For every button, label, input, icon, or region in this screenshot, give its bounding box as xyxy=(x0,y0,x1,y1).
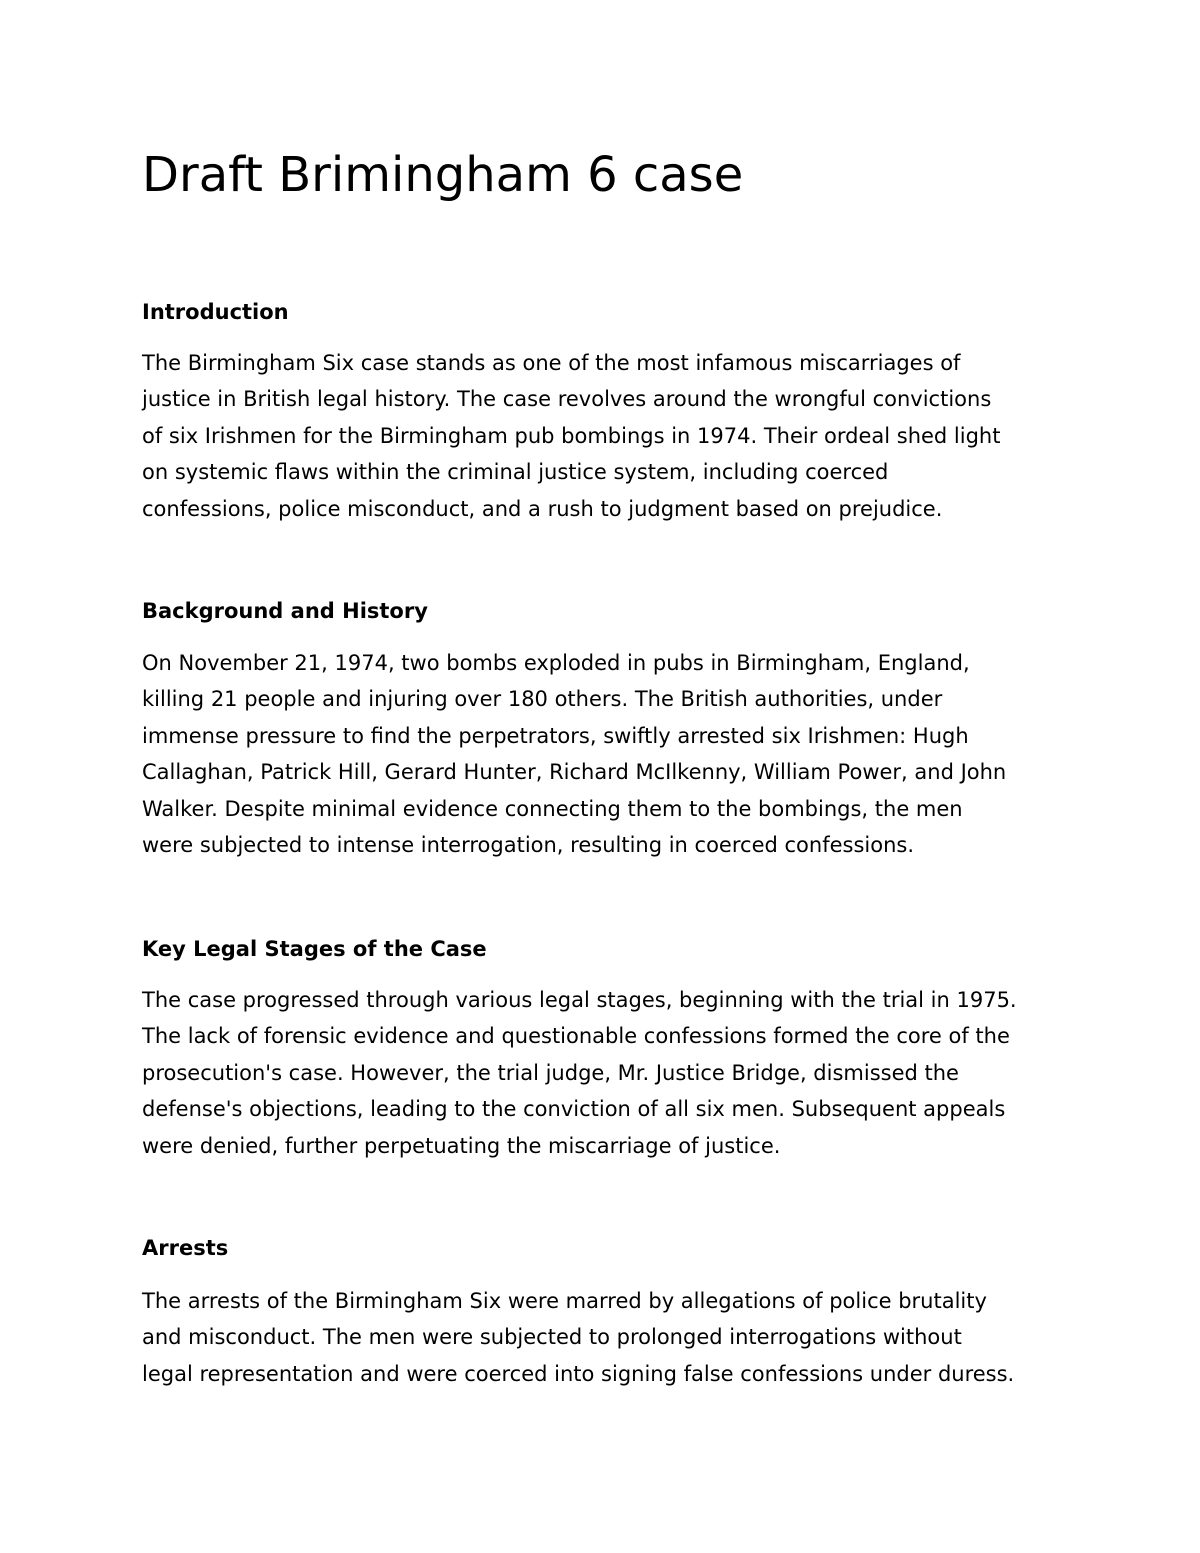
paragraph-line: legal representation and were coerced into signing false confessions under duress. xyxy=(142,1361,1015,1386)
paragraph-line: The Birmingham Six case stands as one of the most infamous miscarriages of xyxy=(142,351,961,375)
paragraph-line: of six Irishmen for the Birmingham pub bombings in 1974. Their ordeal shed light xyxy=(142,423,1001,448)
paragraph-line: The arrests of the Birmingham Six were marred by allegations of police brutality xyxy=(142,1289,987,1313)
paragraph-line: immense pressure to find the perpetrators, swiftly arrested six Irishmen: Hugh xyxy=(142,723,969,748)
section-heading-arrests: Arrests xyxy=(142,1236,229,1260)
section-paragraph-key-legal-stages xyxy=(142,982,1082,1164)
paragraph-line: were subjected to intense interrogation, resulting in coerced confessions. xyxy=(142,833,915,858)
paragraph-line: justice in British legal history. The case revolves around the wrongful convictions xyxy=(142,387,992,412)
section-paragraph-introduction xyxy=(142,345,1082,527)
paragraph-line: defense's objections, leading to the conviction of all six men. Subsequent appeals xyxy=(142,1097,1006,1122)
paragraph-line: killing 21 people and injuring over 180 others. The British authorities, under xyxy=(142,687,943,712)
paragraph-line: The lack of forensic evidence and questionable confessions formed the core of the xyxy=(142,1024,1010,1049)
section-paragraph-arrests xyxy=(142,1283,1082,1392)
document-title: Draft Brimingham 6 case xyxy=(142,147,744,203)
section-paragraph-background xyxy=(142,645,1082,863)
paragraph-line: prosecution's case. However, the trial judge, Mr. Justice Bridge, dismissed the xyxy=(142,1060,959,1085)
paragraph-line: Callaghan, Patrick Hill, Gerard Hunter, Richard McIlkenny, William Power, and John xyxy=(142,760,1007,785)
paragraph-line: on systemic flaws within the criminal justice system, including coerced xyxy=(142,460,889,485)
paragraph-line: confessions, police misconduct, and a rush to judgment based on prejudice. xyxy=(142,496,943,521)
paragraph-line: and misconduct. The men were subjected to prolonged interrogations without xyxy=(142,1325,962,1350)
paragraph-line: On November 21, 1974, two bombs exploded in pubs in Birmingham, England, xyxy=(142,651,970,675)
paragraph-line: Walker. Despite minimal evidence connecting them to the bombings, the men xyxy=(142,796,963,821)
paragraph-line: The case progressed through various legal stages, beginning with the trial in 1975. xyxy=(142,988,1017,1012)
paragraph-line: were denied, further perpetuating the miscarriage of justice. xyxy=(142,1133,781,1158)
section-heading-key-legal-stages: Key Legal Stages of the Case xyxy=(142,937,487,961)
section-heading-introduction: Introduction xyxy=(142,300,289,324)
section-heading-background: Background and History xyxy=(142,599,428,623)
